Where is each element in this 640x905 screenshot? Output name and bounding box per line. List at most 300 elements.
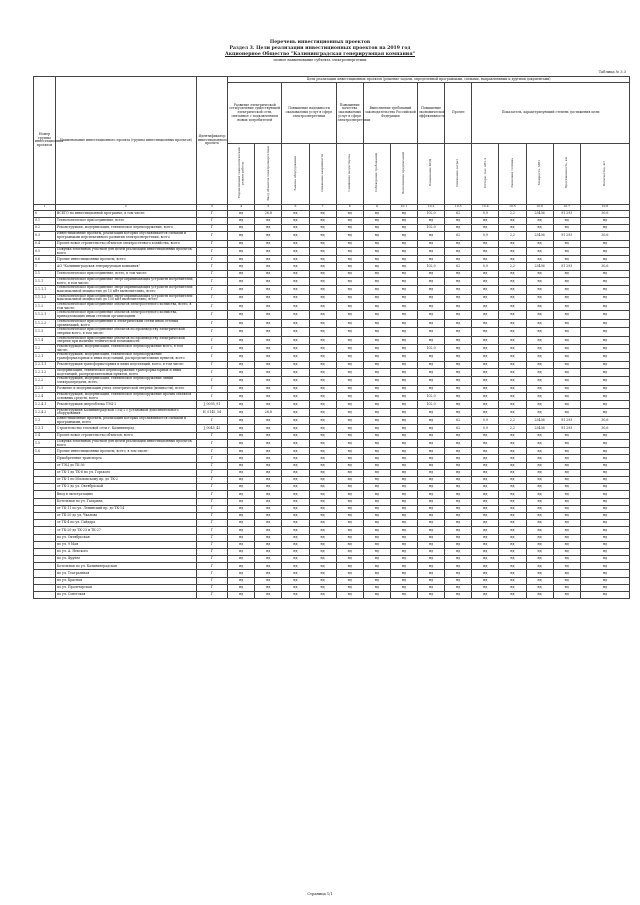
row-value: нд <box>499 369 526 377</box>
row-value: 102,0 <box>418 210 445 217</box>
row-number <box>34 455 56 462</box>
row-value: нд <box>282 328 309 336</box>
row-value: нд <box>445 294 472 302</box>
row-value: нд <box>390 448 417 455</box>
row-number <box>34 484 56 491</box>
row-value: нд <box>553 401 580 408</box>
row-value: нд <box>472 432 499 439</box>
row-value: нд <box>336 217 363 224</box>
hdr-sub-13 <box>553 144 580 205</box>
row-value: нд <box>336 225 363 232</box>
row-value: нд <box>255 277 282 285</box>
row-value: нд <box>282 512 309 519</box>
row-id: J_0095_91 <box>196 401 227 408</box>
row-name: Строительство тепловой сети г. Калининград <box>55 425 196 432</box>
table-row <box>34 256 630 263</box>
row-value: нд <box>336 319 363 327</box>
column-index: 10.5 <box>499 204 526 210</box>
row-value: нд <box>418 512 445 519</box>
table-row <box>34 462 630 469</box>
row-value: нд <box>255 393 282 401</box>
row-id: Г <box>196 484 227 491</box>
row-value: нд <box>336 345 363 353</box>
row-value: нд <box>390 477 417 484</box>
row-value: нд <box>309 432 336 439</box>
investment-table <box>33 76 630 599</box>
row-value: нд <box>390 286 417 294</box>
row-value: нд <box>282 520 309 527</box>
row-number: 1.2.4 <box>34 393 56 401</box>
row-value: 23436 <box>526 210 553 217</box>
hdr-sub-label: Ввод объектов электроэнергетики <box>265 145 270 201</box>
row-value: нд <box>526 328 553 336</box>
row-value: нд <box>390 592 417 599</box>
row-value: нд <box>363 512 390 519</box>
row-value: 91 293 <box>553 425 580 432</box>
appendix-label: Таблица № 3.3 <box>598 70 626 74</box>
table-row <box>34 247 630 255</box>
row-value: нд <box>580 432 629 439</box>
row-value: нд <box>282 385 309 392</box>
row-value: нд <box>472 361 499 368</box>
row-value: нд <box>255 311 282 319</box>
row-value: нд <box>255 401 282 408</box>
row-value: нд <box>445 491 472 498</box>
row-number: 0.3 <box>34 232 56 240</box>
row-value: нд <box>255 505 282 512</box>
row-name: от ТК-11 по ул. Ленинский пр. до ТК-14 <box>55 505 196 512</box>
row-value: нд <box>580 448 629 455</box>
row-value: 2,2 <box>499 417 526 425</box>
row-value: нд <box>418 527 445 534</box>
row-value: нд <box>390 541 417 548</box>
row-value: нд <box>499 477 526 484</box>
row-number: 1.1.4 <box>34 336 56 344</box>
table-row <box>34 328 630 336</box>
row-value: нд <box>445 512 472 519</box>
row-value: нд <box>553 563 580 570</box>
row-value: нд <box>445 556 472 563</box>
row-value: нд <box>336 556 363 563</box>
row-value: нд <box>499 294 526 302</box>
row-id: Г <box>196 439 227 447</box>
row-value: нд <box>553 439 580 447</box>
row-value: нд <box>255 328 282 336</box>
row-value: нд <box>553 577 580 584</box>
row-value: нд <box>228 432 255 439</box>
row-value: нд <box>282 584 309 591</box>
row-value: нд <box>336 425 363 432</box>
row-number: 1.6 <box>34 448 56 455</box>
row-value: нд <box>445 541 472 548</box>
row-value: нд <box>390 345 417 353</box>
row-value: нд <box>553 328 580 336</box>
row-value: нд <box>472 256 499 263</box>
row-value: нд <box>228 217 255 224</box>
row-value: нд <box>445 401 472 408</box>
row-value: нд <box>282 577 309 584</box>
row-value: нд <box>363 584 390 591</box>
row-value: нд <box>526 455 553 462</box>
row-value: нд <box>363 401 390 408</box>
row-name: Реконструкция Калининградской ТЭЦ-2 с установкой дополнительного оборудования <box>55 408 196 416</box>
row-name: от ТК-4 по ул. Гайдара <box>55 520 196 527</box>
hdr-goal-3: Повышение качества оказываемых услуг в сфере электроэнергетики <box>336 83 363 144</box>
row-value: нд <box>445 361 472 368</box>
row-value: нд <box>228 345 255 353</box>
row-value: 62 <box>445 425 472 432</box>
row-value: нд <box>336 505 363 512</box>
row-value: нд <box>363 556 390 563</box>
column-index: 10.2 <box>418 204 445 210</box>
row-value: нд <box>553 240 580 247</box>
row-value: нд <box>445 393 472 401</box>
row-number: 1.3 <box>34 417 56 425</box>
row-value: нд <box>553 225 580 232</box>
row-value: нд <box>390 361 417 368</box>
row-value: нд <box>553 477 580 484</box>
row-value: нд <box>336 385 363 392</box>
row-value: нд <box>336 361 363 368</box>
row-value: нд <box>255 584 282 591</box>
row-value: нд <box>363 240 390 247</box>
row-value: нд <box>553 484 580 491</box>
row-value: нд <box>309 345 336 353</box>
row-value: нд <box>526 336 553 344</box>
row-value: нд <box>309 469 336 476</box>
row-value: нд <box>445 439 472 447</box>
row-name: Инвестиционные проекты, реализация которых обуславливается схемами и программами, всего <box>55 417 196 425</box>
row-value: нд <box>336 563 363 570</box>
row-name: Реконструкция энергоблока ТЭЦ-2 <box>55 401 196 408</box>
row-name: Технологическое присоединение энергопринимающих устройств потребителей максимальной мощностью до 15 кВт включительно, всего <box>55 286 196 294</box>
row-value: нд <box>526 462 553 469</box>
doc-title: Перечень инвестиционных проектов <box>269 40 371 45</box>
row-value: нд <box>526 361 553 368</box>
row-value: нд <box>553 385 580 392</box>
row-number <box>34 548 56 555</box>
row-value: нд <box>418 294 445 302</box>
row-value: нд <box>580 369 629 377</box>
row-value: 30,6 <box>580 425 629 432</box>
row-value: нд <box>390 527 417 534</box>
row-value: нд <box>282 505 309 512</box>
row-id: Г <box>196 240 227 247</box>
row-value: нд <box>390 256 417 263</box>
table-row <box>34 448 630 455</box>
row-value: нд <box>580 570 629 577</box>
row-value: нд <box>228 303 255 311</box>
row-value: нд <box>228 584 255 591</box>
row-number <box>34 541 56 548</box>
row-name: Технологическое присоединение объектов электросетевого хозяйства, принадлежащих иным сетевым организациям <box>55 311 196 319</box>
row-value: нд <box>553 556 580 563</box>
row-value: нд <box>255 369 282 377</box>
row-value: нд <box>390 455 417 462</box>
row-name: по ул. Фрунзе <box>55 556 196 563</box>
hdr-sub-7 <box>390 144 417 205</box>
row-value: нд <box>445 319 472 327</box>
row-id: Г <box>196 256 227 263</box>
row-value: нд <box>309 369 336 377</box>
row-value: нд <box>580 541 629 548</box>
row-value: нд <box>499 336 526 344</box>
row-value: нд <box>526 498 553 505</box>
row-value: нд <box>363 577 390 584</box>
row-value: нд <box>553 311 580 319</box>
row-value: нд <box>580 520 629 527</box>
row-value: нд <box>390 294 417 302</box>
row-value: нд <box>228 240 255 247</box>
row-value: нд <box>526 491 553 498</box>
row-value: нд <box>390 217 417 224</box>
row-value: нд <box>336 377 363 385</box>
row-value: нд <box>472 439 499 447</box>
row-id: Г <box>196 505 227 512</box>
row-value: нд <box>580 270 629 277</box>
row-value: нд <box>553 432 580 439</box>
row-value: нд <box>472 345 499 353</box>
row-value: нд <box>418 498 445 505</box>
row-value: нд <box>336 311 363 319</box>
row-value: нд <box>309 484 336 491</box>
row-value: нд <box>282 232 309 240</box>
table-row <box>34 512 630 519</box>
row-value: нд <box>553 277 580 285</box>
row-value: нд <box>309 570 336 577</box>
row-value: нд <box>526 541 553 548</box>
row-value: 91 293 <box>553 232 580 240</box>
row-name: Реконструкция, модернизация, техническое перевооружение линий электропередачи, всего <box>55 377 196 385</box>
row-value: нд <box>309 210 336 217</box>
row-value: нд <box>580 584 629 591</box>
row-id: Г <box>196 270 227 277</box>
row-id: Г <box>196 319 227 327</box>
table-row <box>34 520 630 527</box>
row-value: нд <box>526 270 553 277</box>
row-value: нд <box>418 377 445 385</box>
row-name: Технологическое присоединение объектов по производству электрической энергии всего, в том числе: <box>55 328 196 336</box>
row-value: нд <box>580 498 629 505</box>
row-number <box>34 570 56 577</box>
row-value: нд <box>526 548 553 555</box>
row-value: нд <box>336 469 363 476</box>
row-value: нд <box>472 311 499 319</box>
row-value: нд <box>228 311 255 319</box>
row-value: нд <box>390 240 417 247</box>
row-value: нд <box>282 592 309 599</box>
row-value: нд <box>499 469 526 476</box>
row-value: нд <box>445 286 472 294</box>
hdr-sub-label: Выполнение предписаний <box>401 152 406 194</box>
row-value: нд <box>390 425 417 432</box>
column-index: 10.6 <box>526 204 553 210</box>
row-value: нд <box>282 319 309 327</box>
row-value: нд <box>390 548 417 555</box>
row-value: нд <box>228 491 255 498</box>
table-row <box>34 477 630 484</box>
row-name: Покупка земельных участков для целей реализации инвестиционных проектов, всего <box>55 439 196 447</box>
row-value: нд <box>255 417 282 425</box>
row-number: 0.6 <box>34 256 56 263</box>
row-value: нд <box>472 240 499 247</box>
row-value: нд <box>228 336 255 344</box>
row-value: нд <box>390 417 417 425</box>
row-value: нд <box>472 462 499 469</box>
column-index: 4 <box>228 204 255 210</box>
row-value: нд <box>472 377 499 385</box>
row-value: нд <box>553 469 580 476</box>
row-value: нд <box>282 527 309 534</box>
row-value: нд <box>336 592 363 599</box>
row-value: нд <box>390 225 417 232</box>
row-value: нд <box>228 361 255 368</box>
row-value: нд <box>499 548 526 555</box>
row-value: нд <box>309 512 336 519</box>
row-value: нд <box>580 484 629 491</box>
row-value: нд <box>309 425 336 432</box>
row-number: 1.1.3 <box>34 328 56 336</box>
row-value: нд <box>526 303 553 311</box>
row-value: нд <box>390 577 417 584</box>
row-number <box>34 498 56 505</box>
row-value: нд <box>363 369 390 377</box>
row-value: нд <box>472 455 499 462</box>
row-name: от ТК-20 до ул. Чкалова <box>55 512 196 519</box>
row-value: 0,9 <box>472 263 499 270</box>
row-id: Г <box>196 217 227 224</box>
hdr-sub-label: Замена оборудования <box>292 155 297 191</box>
row-value: нд <box>255 294 282 302</box>
row-value: нд <box>499 319 526 327</box>
row-value: нд <box>418 491 445 498</box>
hdr-sub-9 <box>445 144 472 205</box>
row-name: АО "Калининградская генерирующая компания" <box>55 263 196 270</box>
row-value: нд <box>418 385 445 392</box>
row-value: нд <box>526 277 553 285</box>
table-row <box>34 263 630 270</box>
row-value: нд <box>228 425 255 432</box>
row-value: нд <box>418 311 445 319</box>
table-row <box>34 570 630 577</box>
row-value: нд <box>472 225 499 232</box>
row-value: нд <box>255 541 282 548</box>
row-value: нд <box>553 570 580 577</box>
row-value: нд <box>472 336 499 344</box>
row-value: нд <box>363 592 390 599</box>
row-id: Г <box>196 577 227 584</box>
row-value: нд <box>526 448 553 455</box>
row-value: нд <box>526 527 553 534</box>
row-value: нд <box>390 534 417 541</box>
row-value: нд <box>390 393 417 401</box>
hdr-goal-4: Выполнение требований законодательства Российской Федерации <box>363 83 417 144</box>
row-value: нд <box>472 270 499 277</box>
row-number <box>34 469 56 476</box>
row-value: нд <box>499 577 526 584</box>
row-name: ВСЕГО по инвестиционной программе, в том числе: <box>55 210 196 217</box>
row-value: нд <box>309 417 336 425</box>
hdr-name: Наименование инвестиционного проекта (группы инвестиционных проектов) <box>55 77 196 205</box>
row-value: нд <box>499 541 526 548</box>
row-value: нд <box>445 240 472 247</box>
row-value: нд <box>336 477 363 484</box>
row-value: нд <box>526 353 553 361</box>
row-value: нд <box>309 448 336 455</box>
row-value: нд <box>472 408 499 416</box>
row-number <box>34 462 56 469</box>
row-value: 2,2 <box>499 210 526 217</box>
row-value: нд <box>526 439 553 447</box>
row-value: нд <box>418 336 445 344</box>
row-value: нд <box>228 570 255 577</box>
row-id: Г <box>196 247 227 255</box>
row-value: нд <box>553 377 580 385</box>
row-value: нд <box>336 534 363 541</box>
row-value: нд <box>309 527 336 534</box>
hdr-sub-label: Снижение недоотпуска <box>346 154 351 192</box>
row-value: нд <box>526 512 553 519</box>
row-value: нд <box>418 563 445 570</box>
row-id: Г <box>196 455 227 462</box>
row-value: нд <box>472 303 499 311</box>
row-number <box>34 592 56 599</box>
row-name: по ул. Красная <box>55 577 196 584</box>
hdr-sub-12 <box>526 144 553 205</box>
page-footer: Страница 1/1 <box>307 892 333 896</box>
row-value: нд <box>553 393 580 401</box>
row-value: нд <box>255 353 282 361</box>
row-value: нд <box>309 491 336 498</box>
hdr-sub-2 <box>255 144 282 205</box>
row-value: нд <box>228 328 255 336</box>
row-value: нд <box>255 577 282 584</box>
row-value: нд <box>309 240 336 247</box>
row-value: нд <box>363 570 390 577</box>
row-value: нд <box>418 303 445 311</box>
row-value: нд <box>418 232 445 240</box>
row-value: нд <box>472 563 499 570</box>
row-id: Г <box>196 277 227 285</box>
row-value: нд <box>499 256 526 263</box>
row-value: нд <box>282 369 309 377</box>
row-value: нд <box>499 225 526 232</box>
row-value: нд <box>418 217 445 224</box>
row-value: нд <box>363 498 390 505</box>
row-value: нд <box>255 377 282 385</box>
row-value: нд <box>472 469 499 476</box>
row-value: нд <box>499 217 526 224</box>
row-value: нд <box>309 385 336 392</box>
row-value: нд <box>445 303 472 311</box>
row-value: нд <box>282 417 309 425</box>
row-value: нд <box>418 270 445 277</box>
row-value: нд <box>580 401 629 408</box>
row-value: нд <box>336 462 363 469</box>
row-value: нд <box>526 534 553 541</box>
row-value: нд <box>282 345 309 353</box>
row-value: нд <box>390 377 417 385</box>
row-value: нд <box>336 520 363 527</box>
row-value: нд <box>526 432 553 439</box>
row-id: Г <box>196 462 227 469</box>
row-number: 0.4 <box>34 240 56 247</box>
row-value: нд <box>472 491 499 498</box>
row-value: нд <box>580 534 629 541</box>
row-value: нд <box>309 225 336 232</box>
row-value: нд <box>282 270 309 277</box>
row-value: нд <box>255 345 282 353</box>
